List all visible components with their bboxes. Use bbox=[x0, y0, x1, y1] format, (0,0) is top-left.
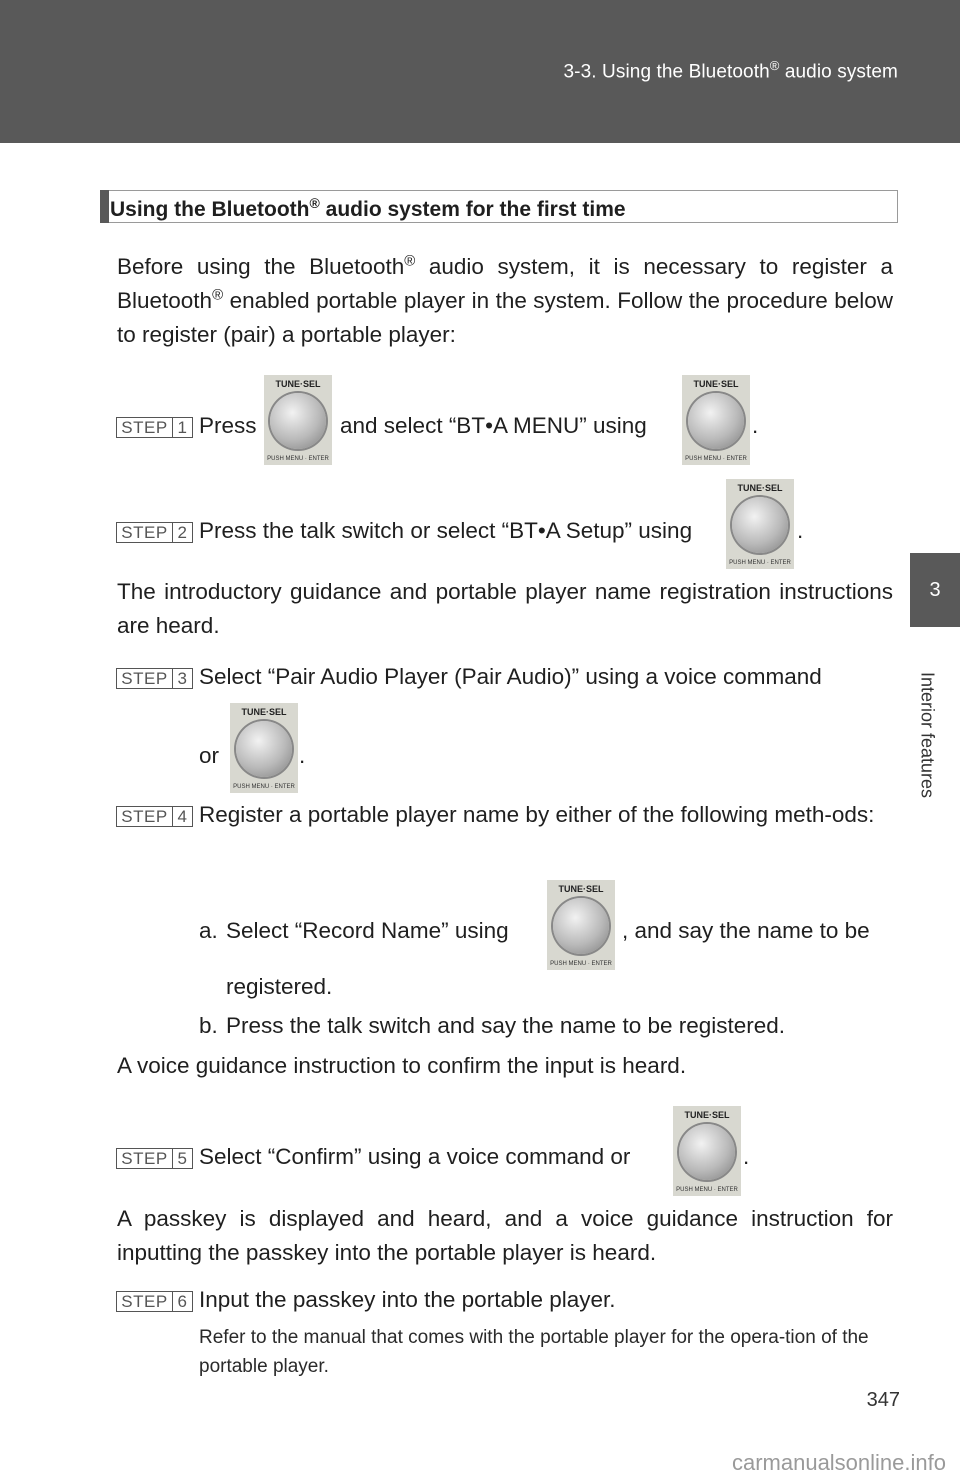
step-badge-2: STEP 2 bbox=[116, 522, 193, 543]
step-3-or: or bbox=[199, 743, 220, 768]
step-3-text: Select “Pair Audio Player (Pair Audio)” using a voice command bbox=[199, 664, 822, 689]
chapter-number-tab: 3 bbox=[910, 553, 960, 627]
step-6-text: Input the passkey into the portable player. bbox=[199, 1287, 616, 1312]
step-6-note: Refer to the manual that comes with the portable player for the opera-tion of the portable player. bbox=[199, 1327, 869, 1377]
step-badge-3: STEP 3 bbox=[116, 668, 193, 689]
section-title: Using the Bluetooth® audio system for the first time bbox=[110, 195, 626, 221]
tune-sel-knob-icon: TUNE·SEL PUSH MENU · ENTER bbox=[682, 375, 750, 465]
step-5-text: Select “Confirm” using a voice command or bbox=[199, 1144, 631, 1169]
step-2-result-paragraph: The introductory guidance and portable player name registration instructions are heard. bbox=[117, 579, 893, 638]
step-3-period: . bbox=[299, 743, 306, 768]
step-badge-4: STEP 4 bbox=[116, 806, 193, 827]
step-1-text-a: Press bbox=[199, 413, 257, 438]
tune-sel-knob-icon: TUNE·SEL PUSH MENU · ENTER bbox=[547, 880, 615, 970]
step-4-text: Register a portable player name by either of the following meth-ods: bbox=[199, 802, 875, 827]
chapter-label: Interior features bbox=[917, 671, 938, 799]
step-1-text-b: and select “BT•A MENU” using bbox=[340, 413, 647, 438]
step-badge-6: STEP 6 bbox=[116, 1291, 193, 1312]
heading-bar bbox=[100, 190, 109, 223]
step-2-period: . bbox=[797, 518, 804, 543]
intro-paragraph: Before using the Bluetooth® audio system, it is necessary to register a Bluetooth® enabled portable player in the system. Follow the procedure below to register (pair) a portable player: bbox=[117, 252, 893, 347]
tune-sel-knob-icon: TUNE·SEL PUSH MENU · ENTER bbox=[673, 1106, 741, 1196]
header-title: 3-3. Using the Bluetooth® audio system bbox=[563, 58, 898, 83]
watermark: carmanualsonline.info bbox=[731, 1450, 946, 1475]
tune-sel-knob-icon: TUNE·SEL PUSH MENU · ENTER bbox=[230, 703, 298, 793]
option-b-text: Press the talk switch and say the name to be registered. bbox=[226, 1013, 786, 1038]
tune-sel-knob-icon: TUNE·SEL PUSH MENU · ENTER bbox=[264, 375, 332, 465]
option-a-text-cont: registered. bbox=[226, 974, 333, 999]
step-badge-1: STEP 1 bbox=[116, 417, 193, 438]
page-header bbox=[0, 0, 960, 143]
tune-sel-knob-icon: TUNE·SEL PUSH MENU · ENTER bbox=[726, 479, 794, 569]
option-a-marker: a. bbox=[199, 918, 218, 943]
page-number: 347 bbox=[866, 1389, 900, 1411]
option-b-marker: b. bbox=[199, 1013, 218, 1038]
step-5-result-paragraph: A passkey is displayed and heard, and a voice guidance instruction for inputting the passkey into the portable player is heard. bbox=[117, 1206, 893, 1265]
step-badge-5: STEP 5 bbox=[116, 1148, 193, 1169]
step-2-text: Press the talk switch or select “BT•A Setup” using bbox=[199, 518, 693, 543]
option-a-text: Select “Record Name” using bbox=[226, 918, 509, 943]
section-heading bbox=[100, 190, 898, 223]
step-1-period: . bbox=[752, 413, 759, 438]
option-a-text-end: , and say the name to be bbox=[622, 918, 870, 943]
step-5-period: . bbox=[743, 1144, 750, 1169]
step-4-result-paragraph: A voice guidance instruction to confirm the input is heard. bbox=[117, 1053, 687, 1078]
